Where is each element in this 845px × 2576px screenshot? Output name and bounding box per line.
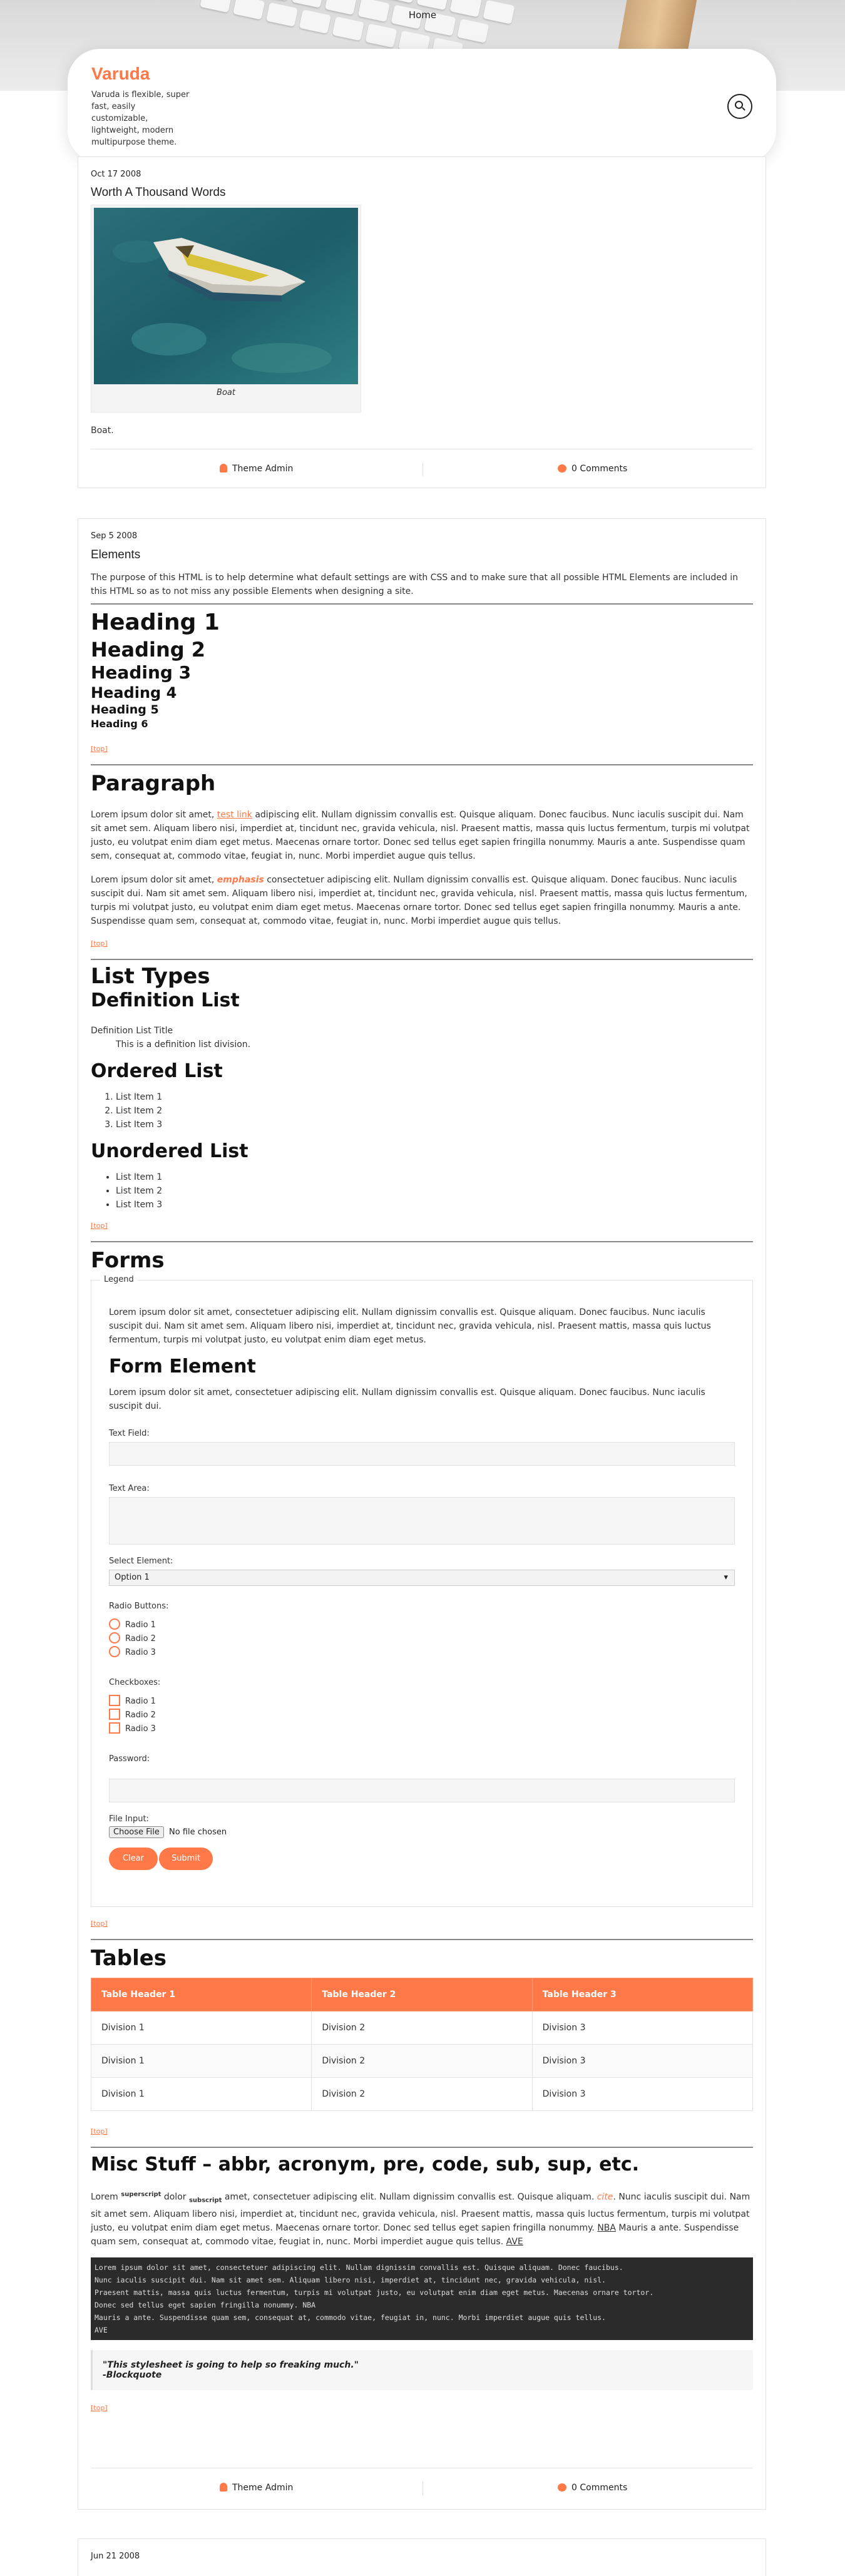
misc-paragraph: Lorem $^{superscript}$ dolor $_{subscript}$ amet, consectetuer adipiscing elit. Nullam dignissim convallis est. Quisque aliquam. cite. Nunc iaculis suscipit dui. Nam sit amet sem. Aliquam libero nisi, imperdiet at, tincidunt nec, gravida vehicula, nisl. Praesent mattis, massa quis luctus fermentum, turpis mi volutpat justo, eu volutpat enim diam eget metus. Maecenas ornare tortor. Donec sed tellus eget sapien fringilla nonummy. NBA Mauris a ante. Suspendisse quam sem, consequat at, commodo vitae, feugiat in, nunc. Morbi imperdiet augue quis tellus. AVE — [91, 2191, 750, 2247]
table-row: Division 1 Division 2 Division 3 — [91, 2045, 753, 2078]
text-area-label: Text Area: — [109, 1484, 150, 1493]
checkbox-icon — [109, 1695, 120, 1706]
form-element-heading: Form Element — [109, 1356, 256, 1377]
form-fieldset — [91, 1275, 753, 1907]
file-input-label: File Input: — [109, 1814, 149, 1824]
post-comments[interactable]: 0 Comments — [558, 2483, 627, 2493]
radio-icon — [109, 1618, 120, 1630]
nav-home-link[interactable]: Home — [408, 9, 437, 21]
checkbox-icon — [109, 1722, 120, 1734]
list-item: 3. List Item 3 — [116, 1118, 753, 1132]
list-item: 1. List Item 1 — [116, 1090, 753, 1104]
heading-3: Heading 3 — [91, 662, 192, 683]
password-label: Password: — [109, 1754, 150, 1764]
table-row: Division 1 Division 2 Division 3 — [91, 2011, 753, 2045]
post-date: Oct 17 2008 — [91, 170, 141, 179]
post-card — [78, 156, 766, 488]
site-header — [68, 49, 776, 163]
radio-icon — [109, 1646, 120, 1657]
person-icon — [220, 464, 227, 473]
post-body: Boat. — [91, 426, 114, 436]
post-author[interactable]: Theme Admin — [220, 464, 293, 474]
radio-option[interactable]: Radio 1 — [109, 1618, 156, 1632]
paragraph-heading: Paragraph — [91, 771, 216, 796]
text-area[interactable] — [109, 1497, 735, 1545]
radio-label: Radio Buttons: — [109, 1602, 169, 1611]
choose-file-button[interactable]: Choose File — [109, 1826, 164, 1838]
heading-6: Heading 6 — [91, 718, 148, 730]
select-label: Select Element: — [109, 1556, 173, 1566]
comment-icon — [558, 464, 566, 473]
site-description: Varuda is flexible, super fast, easily customizable, lightweight, modern multipurpose theme. — [91, 90, 190, 147]
chevron-down-icon: ▾ — [724, 1573, 728, 1582]
radio-option[interactable]: Radio 3 — [109, 1646, 156, 1660]
heading-4: Heading 4 — [91, 684, 177, 702]
post-card — [78, 2538, 766, 2576]
code-block: Lorem ipsum dolor sit amet, consectetuer adipiscing elit. Nullam dignissim convallis est. Quisque aliquam. Donec faucibus. Nunc iaculis suscipit dui. Nam sit amet sem. Aliquam libero nisi, imperdiet at, tincidunt nec, gravida vehicula, nisl. Praesent mattis, massa quis luctus fermentum, turpis mi volutpat justo, eu volutpat enim diam eget metus. Maecenas ornare tortor. Donec sed tellus eget sapien fringilla nonummy. NBA Mauris a ante. Suspendisse quam sem, consequat at, commodo vitae, feugiat in, nunc. Morbi imperdiet augue quis tellus. AVE — [91, 2257, 753, 2340]
post-meta — [78, 2470, 766, 2508]
table-header: Table Header 3 — [532, 1978, 752, 2011]
form-paragraph: Lorem ipsum dolor sit amet, consectetuer adipiscing elit. Nullam dignissim convallis est. Quisque aliquam. Donec faucibus. Nunc iaculis suscipit dui. — [109, 1388, 705, 1411]
post-title[interactable]: Elements — [91, 548, 141, 561]
definition-title: Definition List Title — [91, 1026, 173, 1036]
unordered-list — [91, 1170, 753, 1212]
forms-heading: Forms — [91, 1248, 165, 1273]
checkbox-option[interactable]: Radio 3 — [109, 1722, 156, 1736]
image-caption: Boat — [217, 388, 235, 397]
unordered-list-heading: Unordered List — [91, 1140, 248, 1162]
comment-icon — [558, 2483, 566, 2492]
blockquote: "This stylesheet is going to help so freaking much." -Blockquote — [91, 2350, 753, 2390]
password-field[interactable] — [109, 1779, 735, 1802]
top-link[interactable]: [top] — [91, 1222, 108, 1230]
intro-paragraph: The purpose of this HTML is to help determine what default settings are with CSS and to make sure that all possible HTML Elements are included in this HTML so as to not miss any possible Elements when designing a site. — [91, 573, 739, 596]
post-author[interactable]: Theme Admin — [220, 2483, 293, 2493]
radio-icon — [109, 1632, 120, 1643]
post-image-figure — [91, 205, 361, 412]
top-link[interactable]: [top] — [91, 2404, 108, 2413]
checkbox-option[interactable]: Radio 1 — [109, 1695, 156, 1709]
file-input[interactable]: Choose File No file chosen — [109, 1826, 227, 1838]
heading-2: Heading 2 — [91, 638, 206, 662]
top-link[interactable]: [top] — [91, 745, 108, 753]
post-card — [78, 518, 766, 2510]
test-link[interactable]: test link — [217, 810, 252, 820]
forms-paragraph: Lorem ipsum dolor sit amet, consectetuer adipiscing elit. Nullam dignissim convallis est. Quisque aliquam. Donec faucibus. Nunc iaculis suscipit dui. Nam sit amet sem. Aliquam libero nisi, imperdiet at, tincidunt nec, gravida vehicula, nisl. Praesent mattis, massa quis luctus fermentum, turpis mi volutpat justo, eu volutpat enim diam eget metus. — [109, 1307, 711, 1345]
top-link[interactable]: [top] — [91, 1919, 108, 1928]
tables-heading: Tables — [91, 1946, 167, 1971]
site-title[interactable]: Varuda — [91, 64, 150, 83]
person-icon — [220, 2483, 227, 2492]
post-date: Jun 21 2008 — [91, 2552, 140, 2561]
submit-button[interactable]: Submit — [159, 1848, 213, 1870]
post-meta — [78, 451, 766, 489]
table-row: Division 1 Division 2 Division 3 — [91, 2078, 753, 2111]
misc-heading: Misc Stuff – abbr, acronym, pre, code, sub, sup, etc. — [91, 2154, 640, 2175]
paragraph-1: Lorem ipsum dolor sit amet, test link adipiscing elit. Nullam dignissim convallis est. Quisque aliquam. Donec faucibus. Nunc iaculis suscipit dui. Nam sit amet sem. Aliquam libero nisi, imperdiet at, tincidunt nec, gravida vehicula, nisl. Praesent mattis, massa quis luctus fermentum, turpis mi volutpat justo, eu volutpat enim diam eget metus. Maecenas ornare tortor. Donec sed tellus eget sapien fringilla nonummy. Mauris a ante. Suspendisse quam sem, consequat at, commodo vitae, feugiat in, nunc. Morbi imperdiet augue quis tellus. — [91, 810, 750, 861]
radio-option[interactable]: Radio 2 — [109, 1632, 156, 1646]
heading-5: Heading 5 — [91, 703, 159, 717]
top-link[interactable]: [top] — [91, 939, 108, 948]
list-item: • List Item 2 — [116, 1184, 753, 1198]
paragraph-2: Lorem ipsum dolor sit amet, emphasis consectetuer adipiscing elit. Nullam dignissim convallis est. Quisque aliquam. Donec faucibus. Nunc iaculis suscipit dui. Nam sit amet sem. Aliquam libero nisi, imperdiet at, tincidunt nec, gravida vehicula, nisl. Praesent mattis, massa quis luctus fermentum, turpis mi volutpat justo, eu volutpat enim diam eget metus. Maecenas ornare tortor. Donec sed tellus eget sapien fringilla nonummy. Mauris a ante. Suspendisse quam sem, consequat at, commodo vitae, feugiat in, nunc. Morbi imperdiet augue quis tellus. — [91, 875, 747, 926]
checkbox-icon — [109, 1709, 120, 1720]
emphasis-text: emphasis — [217, 875, 264, 885]
ordered-list — [91, 1090, 753, 1132]
ordered-list-heading: Ordered List — [91, 1060, 223, 1082]
form-legend: Legend — [100, 1273, 138, 1287]
post-date: Sep 5 2008 — [91, 531, 138, 541]
search-button[interactable] — [727, 94, 752, 119]
list-types-heading: List Types — [91, 964, 210, 989]
checkbox-option[interactable]: Radio 2 — [109, 1709, 156, 1722]
heading-1: Heading 1 — [91, 610, 220, 635]
table-header: Table Header 1 — [91, 1978, 312, 2011]
list-item: • List Item 1 — [116, 1170, 753, 1184]
top-link[interactable]: [top] — [91, 2127, 108, 2135]
checkbox-label: Checkboxes: — [109, 1678, 161, 1687]
text-field[interactable] — [109, 1442, 735, 1466]
list-item: 2. List Item 2 — [116, 1104, 753, 1118]
list-item: • List Item 3 — [116, 1198, 753, 1212]
post-title[interactable]: Worth A Thousand Words — [91, 186, 226, 199]
data-table — [91, 1978, 753, 2111]
select-element[interactable]: Option 1 ▾ — [109, 1570, 735, 1586]
clear-button[interactable]: Clear — [109, 1848, 158, 1870]
post-comments[interactable]: 0 Comments — [558, 464, 627, 474]
boat-image — [94, 208, 358, 384]
table-header: Table Header 2 — [312, 1978, 532, 2011]
definition-list-heading: Definition List — [91, 989, 240, 1011]
definition-description: This is a definition list division. — [116, 1040, 251, 1050]
text-field-label: Text Field: — [109, 1429, 150, 1438]
